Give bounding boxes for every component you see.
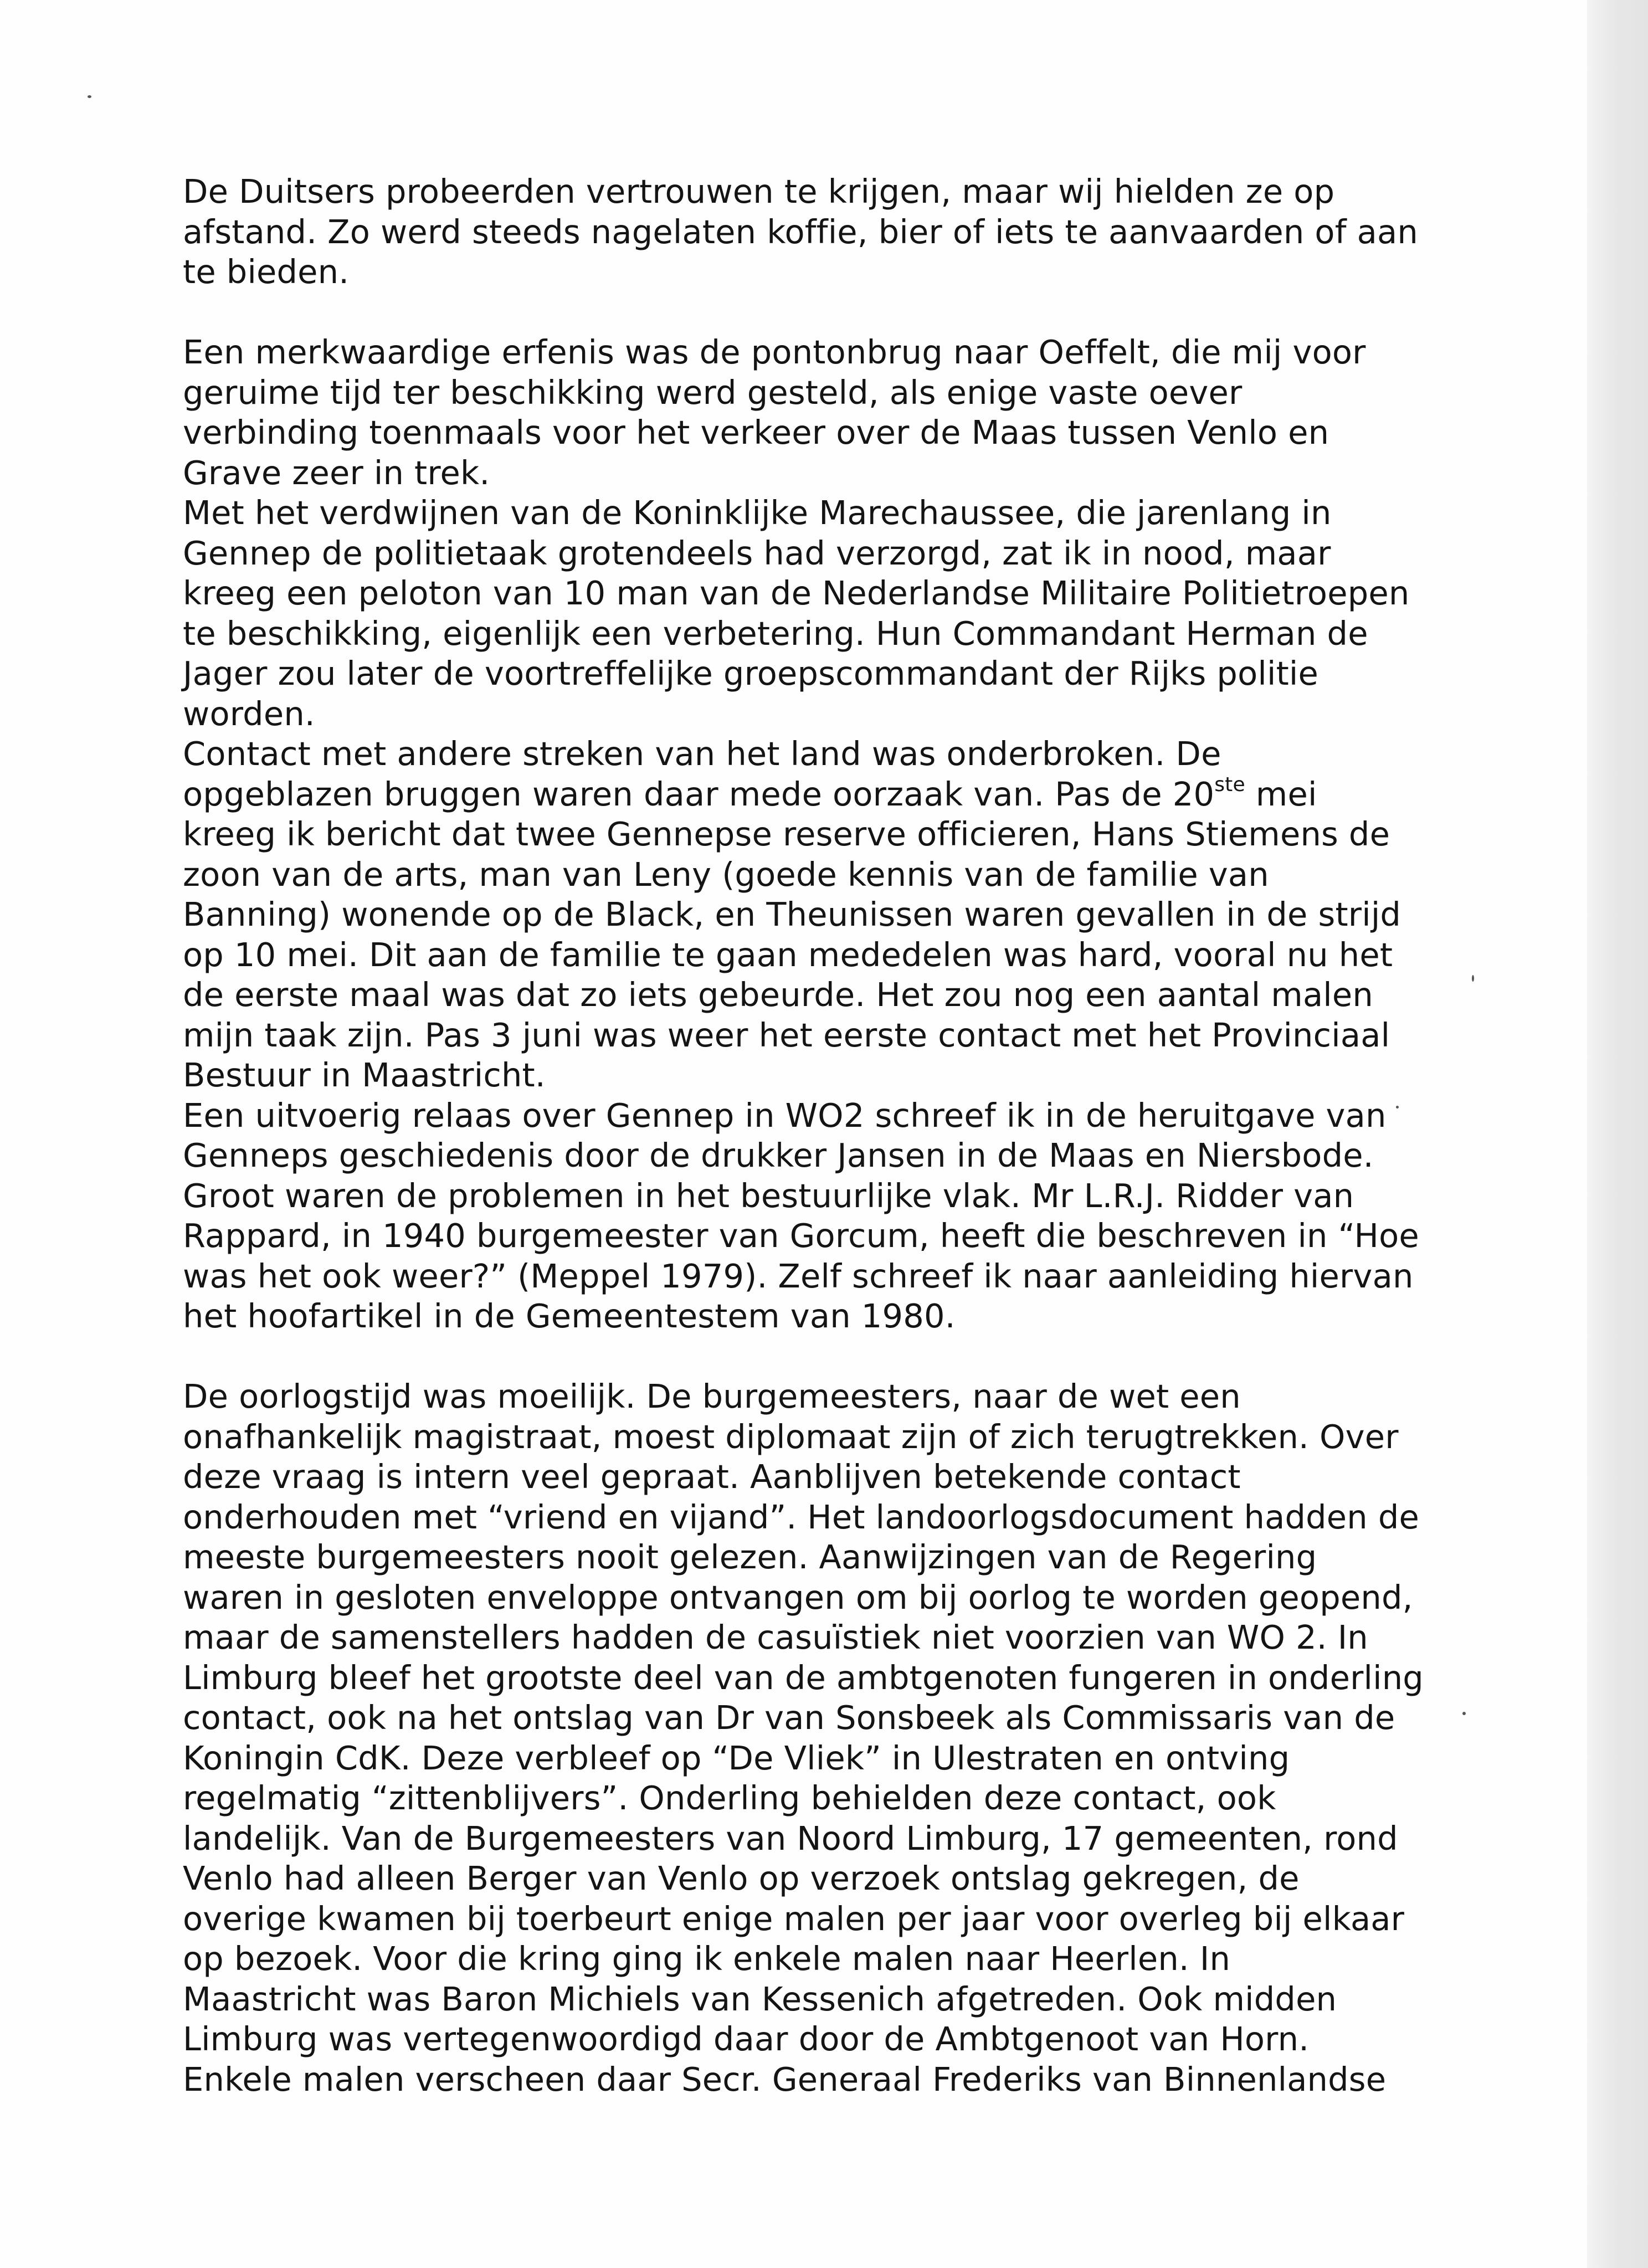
text-line: worden. — [183, 694, 315, 733]
text-line: De oorlogstijd was moeilijk. De burgemeesters, naar de wet een — [183, 1377, 1241, 1415]
text-line: Bestuur in Maastricht. — [183, 1056, 546, 1094]
text-line: de eerste maal was dat zo iets gebeurde. Het zou nog een aantal malen — [183, 976, 1373, 1014]
scanner-edge-shadow — [1587, 0, 1648, 2268]
text-line: Limburg was vertegenwoordigd daar door de Ambtgenoot van Horn. — [183, 2020, 1310, 2058]
text-line: kreeg een peloton van 10 man van de Nederlandse Militaire Politietroepen — [183, 574, 1410, 612]
text-line: afstand. Zo werd steeds nagelaten koffie, bier of iets te aanvaarden of aan — [183, 212, 1418, 251]
text-line: Limburg bleef het grootste deel van de ambtgenoten fungeren in onderling — [183, 1658, 1424, 1697]
text-segment: opgeblazen bruggen waren daar mede oorzaak van. Pas de 20 — [183, 774, 1215, 813]
text-line: Grave zeer in trek. — [183, 453, 490, 492]
text-line: het hoofartikel in de Gemeentestem van 1980. — [183, 1297, 956, 1335]
text-line: landelijk. Van de Burgemeesters van Noord Limburg, 17 gemeenten, rond — [183, 1819, 1398, 1857]
text-line: Genneps geschiedenis door de drukker Jansen in de Maas en Niersbode. — [183, 1136, 1374, 1174]
text-line: Jager zou later de voortreffelijke groepscommandant der Rijks politie — [183, 654, 1318, 692]
text-line: waren in gesloten enveloppe ontvangen om bij oorlog te worden geopend, — [183, 1578, 1413, 1617]
text-line: mijn taak zijn. Pas 3 juni was weer het eerste contact met het Provinciaal — [183, 1015, 1390, 1054]
text-line: Contact met andere streken van het land was onderbroken. De — [183, 735, 1221, 773]
text-line: maar de samenstellers hadden de casuïstiek niet voorzien van WO 2. In — [183, 1618, 1368, 1656]
text-line: Een uitvoerig relaas over Gennep in WO2 schreef ik in de heruitgave van — [183, 1096, 1387, 1135]
text-line: regelmatig “zittenblijvers”. Onderling behielden deze contact, ook — [183, 1779, 1276, 1817]
document-text — [183, 172, 1457, 2100]
text-segment: mei — [1245, 774, 1317, 813]
text-line: contact, ook na het ontslag van Dr van Sonsbeek als Commissaris van de — [183, 1699, 1395, 1737]
text-line: Venlo had alleen Berger van Venlo op verzoek ontslag gekregen, de — [183, 1859, 1300, 1897]
text-line: op bezoek. Voor die kring ging ik enkele malen naar Heerlen. In — [183, 1939, 1231, 1978]
text-line: De Duitsers probeerden vertrouwen te krijgen, maar wij hielden ze op — [183, 172, 1335, 211]
text-line: Enkele malen verscheen daar Secr. Generaal Frederiks van Binnenlandse — [183, 2060, 1387, 2098]
text-line: op 10 mei. Dit aan de familie te gaan mededelen was hard, vooral nu het — [183, 935, 1393, 974]
text-line: Banning) wonende op de Black, en Theunissen waren gevallen in de strijd — [183, 895, 1401, 933]
paragraph-gap — [183, 293, 1457, 333]
text-line: overige kwamen bij toerbeurt enige malen per jaar voor overleg bij elkaar — [183, 1899, 1405, 1938]
scan-speck — [88, 95, 91, 98]
text-line: Maastricht was Baron Michiels van Kessenich afgetreden. Ook midden — [183, 1979, 1337, 2018]
text-line: Een merkwaardige erfenis was de pontonbrug naar Oeffelt, die mij voor — [183, 333, 1366, 371]
text-line: Rappard, in 1940 burgemeester van Gorcum, heeft die beschreven in “Hoe — [183, 1217, 1419, 1255]
paragraph-gap — [183, 1337, 1457, 1377]
scan-speck — [1462, 1712, 1466, 1715]
text-line: onafhankelijk magistraat, moest diplomaat zijn of zich terugtrekken. Over — [183, 1417, 1399, 1456]
text-line-with-superscript — [183, 774, 1457, 815]
text-line: meeste burgemeesters nooit gelezen. Aanwijzingen van de Regering — [183, 1538, 1317, 1576]
ordinal-superscript: ste — [1214, 773, 1245, 796]
text-line: zoon van de arts, man van Leny (goede kennis van de familie van — [183, 855, 1269, 894]
text-line: Met het verdwijnen van de Koninklijke Marechaussee, die jarenlang in — [183, 494, 1332, 532]
text-line: Gennep de politietaak grotendeels had verzorgd, zat ik in nood, maar — [183, 533, 1331, 572]
text-line: Koningin CdK. Deze verbleef op “De Vliek” in Ulestraten en ontving — [183, 1738, 1290, 1777]
text-line: onderhouden met “vriend en vijand”. Het landoorlogsdocument hadden de — [183, 1497, 1420, 1536]
text-line: was het ook weer?” (Meppel 1979). Zelf schreef ik naar aanleiding hiervan — [183, 1256, 1414, 1295]
scan-speck — [1472, 975, 1474, 982]
text-line: kreeg ik bericht dat twee Gennepse reserve officieren, Hans Stiemens de — [183, 815, 1390, 853]
text-line: te bieden. — [183, 253, 350, 291]
text-line: te beschikking, eigenlijk een verbetering. Hun Commandant Herman de — [183, 614, 1368, 653]
text-line: geruime tijd ter beschikking werd gesteld, als enige vaste oever — [183, 373, 1243, 412]
text-line: verbinding toenmaals voor het verkeer over de Maas tussen Venlo en — [183, 413, 1329, 451]
text-line: Groot waren de problemen in het bestuurlijke vlak. Mr L.R.J. Ridder van — [183, 1176, 1354, 1215]
text-line: deze vraag is intern veel gepraat. Aanblijven betekende contact — [183, 1458, 1241, 1496]
